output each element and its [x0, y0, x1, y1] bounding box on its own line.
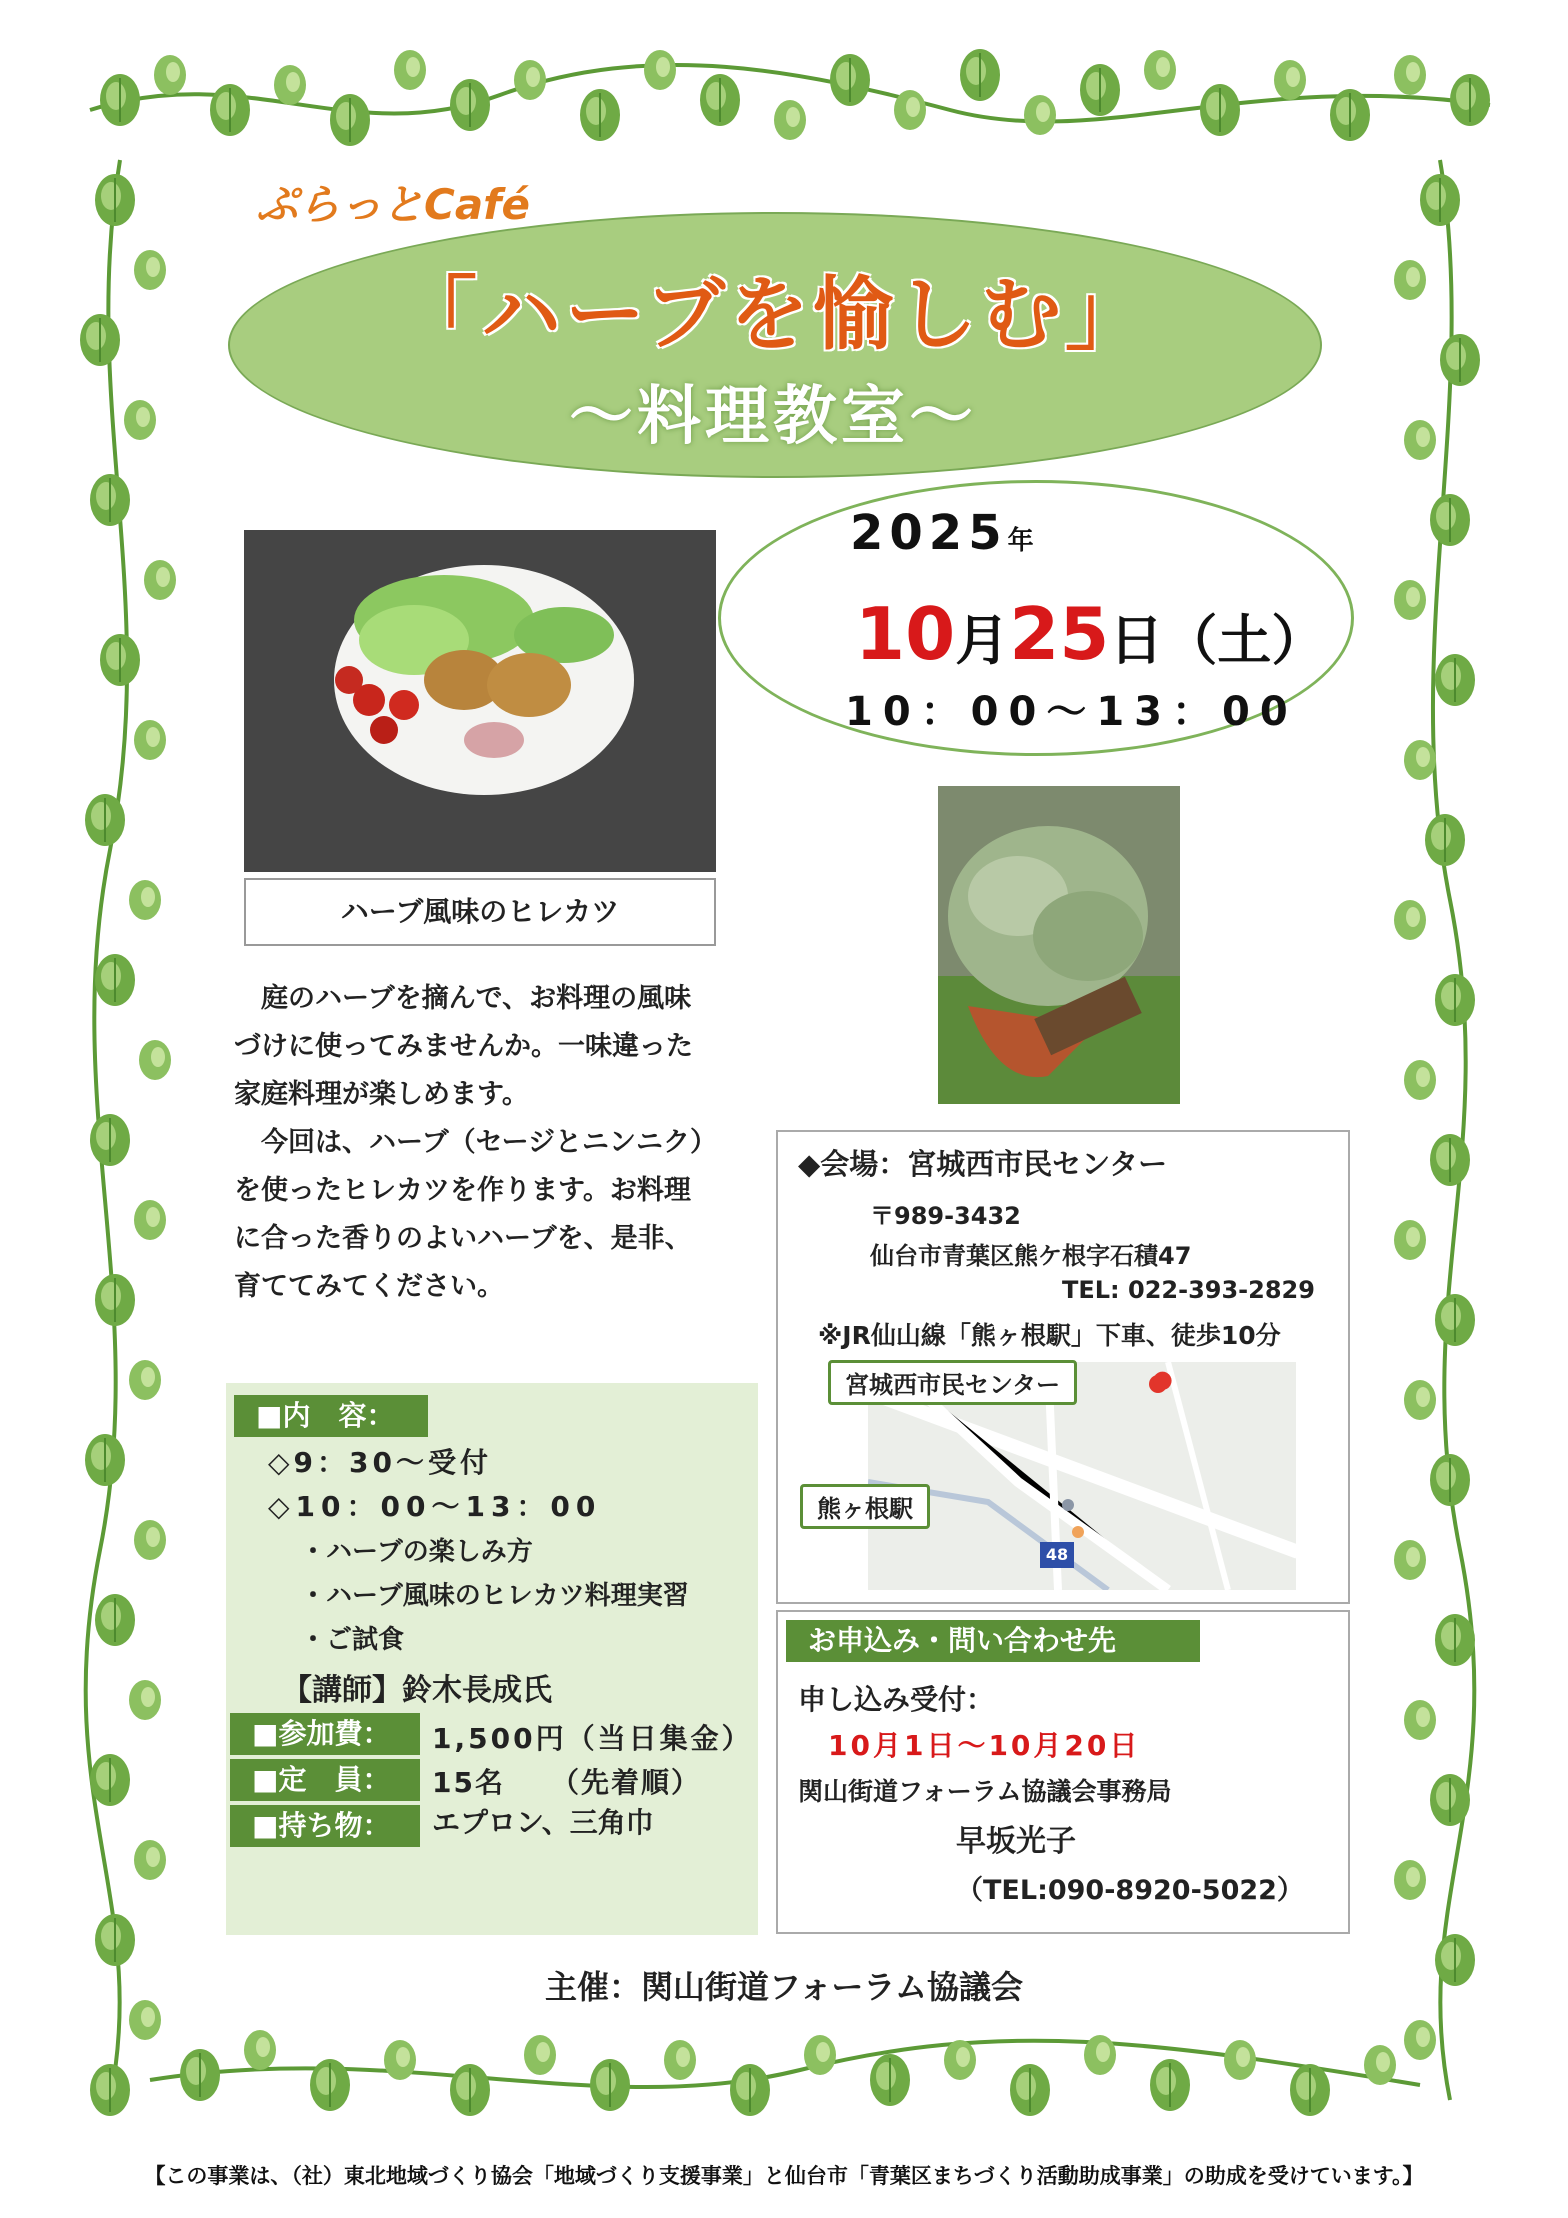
content-panel — [226, 1383, 758, 1935]
program-item: ・ご試食 — [300, 1625, 405, 1655]
venue-postal: 〒989-3432 — [870, 1202, 1021, 1230]
lecturer: 【講師】鈴木長成氏 — [282, 1673, 552, 1708]
event-year-suffix: 年 — [1007, 526, 1034, 556]
venue-address: 仙台市青葉区熊ケ根字石積47 — [870, 1242, 1192, 1270]
page-title: 「ハーブを愉しむ」 — [397, 268, 1149, 361]
hirekatsu-photo — [244, 530, 716, 872]
fee-label: ■参加費： — [230, 1713, 420, 1755]
intro-line: を使ったヒレカツを作ります。お料理 — [234, 1175, 691, 1206]
intro-line: づけに使ってみませんか。一味違った — [234, 1031, 693, 1062]
intro-line: 庭のハーブを摘んで、お料理の風味 — [234, 983, 692, 1014]
event-time: 10：00～13：00 — [845, 689, 1298, 735]
apply-period: 10月1日～10月20日 — [828, 1729, 1141, 1762]
apply-office: 関山街道フォーラム協議会事務局 — [798, 1777, 1172, 1806]
intro-line: 家庭料理が楽しめます。 — [234, 1079, 529, 1110]
apply-tel: （TEL:090-8920-5022） — [956, 1875, 1304, 1906]
apply-heading: お申込み・問い合わせ先 — [786, 1620, 1200, 1662]
intro-text — [234, 975, 754, 1311]
venue-tel: TEL: 022-393-2829 — [1062, 1276, 1315, 1304]
intro-line: 今回は、ハーブ（セージとニンニク） — [234, 1127, 718, 1158]
map-pin-icon: ● — [1152, 1365, 1173, 1393]
fee-value: 1,500円（当日集金） — [432, 1722, 753, 1755]
photo-caption: ハーブ風味のヒレカツ — [244, 878, 716, 946]
intro-line: に合った香りのよいハーブを、是非、 — [234, 1223, 692, 1254]
route-shield-48: 48 — [1040, 1542, 1074, 1568]
event-day-suffix: 日 — [1109, 609, 1164, 672]
apply-panel — [776, 1610, 1350, 1934]
apply-reception: 申し込み受付： — [798, 1683, 995, 1716]
event-weekday: （土） — [1163, 609, 1326, 672]
bring-label: ■持ち物： — [230, 1805, 420, 1847]
herb-photo — [938, 786, 1180, 1104]
event-year-number: 2025 — [850, 505, 1008, 561]
capacity-value: 15名 （先着順） — [432, 1766, 701, 1799]
map-label-station: 熊ヶ根駅 — [800, 1484, 930, 1529]
page-subtitle: ～料理教室～ — [569, 380, 977, 454]
event-month: 10 — [855, 592, 956, 676]
event-day: 25 — [1009, 592, 1110, 676]
event-month-suffix: 月 — [955, 609, 1010, 672]
apply-person: 早坂光子 — [956, 1824, 1076, 1859]
organizer: 主催：関山街道フォーラム協議会 — [544, 1968, 1024, 2006]
content-heading: ■内 容： — [234, 1395, 428, 1437]
bring-value: エプロン、三角巾 — [432, 1806, 654, 1839]
venue-access: ※JR仙山線「熊ヶ根駅」下車、徒歩10分 — [818, 1321, 1281, 1350]
intro-line: 育ててみてください。 — [234, 1271, 504, 1302]
schedule-item: ◇9：30～受付 — [268, 1446, 492, 1479]
footer-note: 【この事業は、（社）東北地域づくり協会「地域づくり支援事業」と仙台市「青葉区まちづくり活動助成事業」の助成を受けています。】 — [144, 2164, 1424, 2188]
event-year — [850, 505, 1034, 561]
event-date — [855, 592, 1325, 676]
venue-heading: ◆会場：宮城西市民センター — [798, 1147, 1168, 1181]
program-item: ・ハーブの楽しみ方 — [300, 1537, 533, 1567]
schedule-item: ◇10：00～13：00 — [268, 1490, 602, 1523]
brand-logo-text: ぷらっとCafé — [256, 180, 530, 229]
map-label-center: 宮城西市民センター — [828, 1360, 1077, 1405]
program-item: ・ハーブ風味のヒレカツ料理実習 — [300, 1581, 689, 1611]
capacity-label: ■定 員： — [230, 1759, 420, 1801]
